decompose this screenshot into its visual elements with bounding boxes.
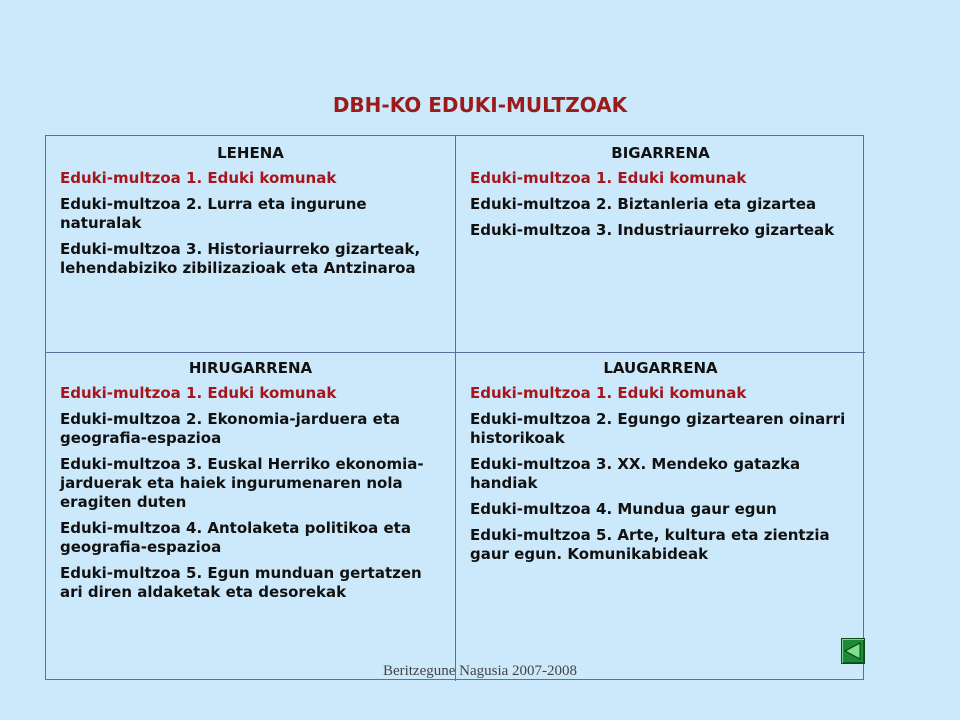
cell-heading: LEHENA <box>217 144 284 162</box>
list-item: Eduki-multzoa 2. Biztanleria eta gizartea <box>470 195 817 213</box>
cell-lehena <box>46 136 456 353</box>
cell-bigarrena <box>456 136 865 353</box>
list-item: Eduki-multzoa 5. Arte, kultura eta zientzia gaur egun. Komunikabideak <box>470 526 830 563</box>
list-item: Eduki-multzoa 4. Mundua gaur egun <box>470 500 777 518</box>
list-item: Eduki-multzoa 2. Ekonomia-jarduera eta geografia-espazioa <box>60 410 401 447</box>
list-item: Eduki-multzoa 1. Eduki komunak <box>470 384 747 402</box>
page-title: DBH-KO EDUKI-MULTZOAK <box>332 93 628 117</box>
footer-text: Beritzegune Nagusia 2007-2008 <box>382 663 578 679</box>
list-item: Eduki-multzoa 3. XX. Mendeko gatazka handiak <box>470 455 801 492</box>
list-item: Eduki-multzoa 5. Egun munduan gertatzen ari diren aldaketak eta desorekak <box>60 564 422 601</box>
list-item: Eduki-multzoa 2. Egungo gizartearen oinarri historikoak <box>470 410 846 447</box>
cell-heading: LAUGARRENA <box>603 359 718 377</box>
cell-heading: BIGARRENA <box>611 144 710 162</box>
list-item: Eduki-multzoa 2. Lurra eta ingurune naturalak <box>60 195 367 232</box>
back-button[interactable] <box>841 638 865 664</box>
cell-hirugarrena <box>46 353 456 681</box>
list-item: Eduki-multzoa 1. Eduki komunak <box>470 169 747 187</box>
list-item: Eduki-multzoa 3. Euskal Herriko ekonomia-jarduerak eta haiek ingurumenaren nola eragiten duten <box>60 455 424 511</box>
back-triangle-icon <box>842 639 864 663</box>
list-item: Eduki-multzoa 1. Eduki komunak <box>60 384 337 402</box>
list-item: Eduki-multzoa 4. Antolaketa politikoa eta geografia-espazioa <box>60 519 411 556</box>
content-table <box>45 135 864 680</box>
list-item: Eduki-multzoa 3. Industriaurreko gizarteak <box>470 221 835 239</box>
cell-laugarrena <box>456 353 865 681</box>
list-item: Eduki-multzoa 1. Eduki komunak <box>60 169 337 187</box>
list-item: Eduki-multzoa 3. Historiaurreko gizarteak, lehendabiziko zibilizazioak eta Antzinaroa <box>60 240 421 277</box>
cell-heading: HIRUGARRENA <box>188 359 313 377</box>
